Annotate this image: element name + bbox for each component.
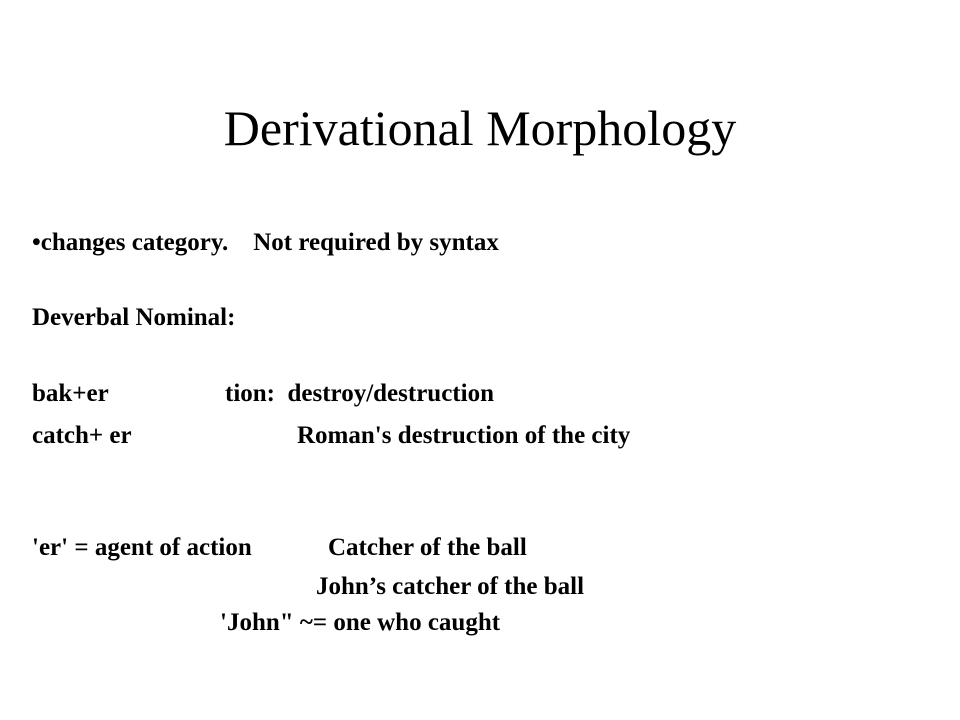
example-catcher-of-ball: Catcher of the ball xyxy=(328,534,527,561)
john-gloss: 'John" ~= one who caught xyxy=(220,609,501,636)
example-destruction: tion: destroy/destruction xyxy=(225,380,494,407)
bullet-line: •changes category. Not required by syntax xyxy=(32,229,499,256)
example-baker: bak+er xyxy=(32,380,109,407)
deverbal-heading: Deverbal Nominal: xyxy=(32,304,236,331)
example-roman-destruction: Roman's destruction of the city xyxy=(297,422,631,449)
agent-definition: 'er' = agent of action xyxy=(32,534,252,561)
example-johns-catcher: John’s catcher of the ball xyxy=(316,573,585,600)
example-catcher: catch+ er xyxy=(32,422,132,449)
slide-title: Derivational Morphology xyxy=(223,100,737,156)
